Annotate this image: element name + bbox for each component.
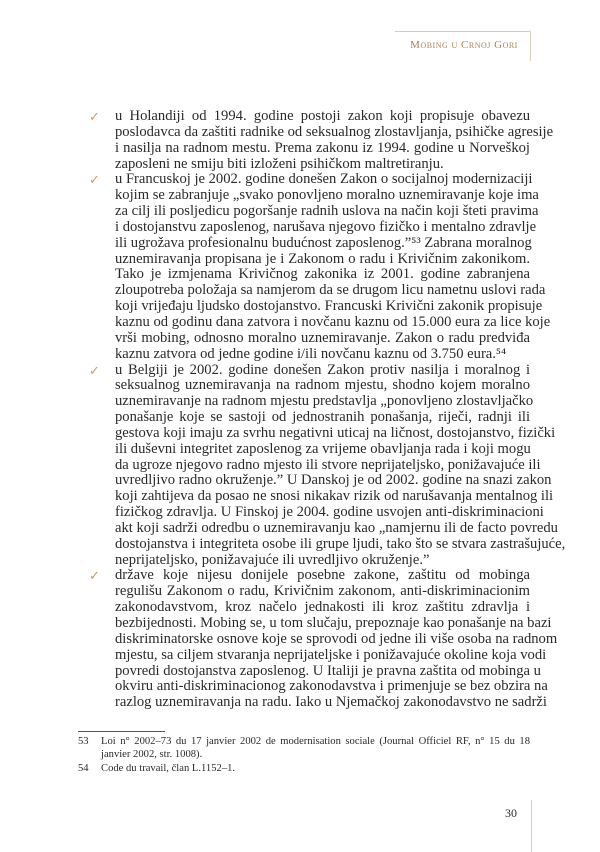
bullet-item [89, 361, 566, 569]
text-line: gestova koji imaju za svrhu negativni uticaj na ličnost, dostojanstvo, fizički [115, 424, 556, 441]
text-line: fizičkog zdravlja. U Finskoj je 2004. godine usvojen anti-diskriminacioni [115, 504, 544, 521]
text-line: i dostojanstvu zaposlenog, narušava njegovo fizičko i mentalno zdravlje [115, 218, 537, 235]
text-line: okviru anti-diskriminacionog zakonodavstva i primenjuje se bez obzira na [115, 678, 548, 695]
text-line: uvredljivo radno okruženje.” U Danskoj je od 2002. godine na snazi zakon [115, 472, 552, 489]
footnote [78, 762, 530, 775]
text-line: ili duševni integritet zaposlenog za vrijeme obavljanja rada i koji mogu [115, 440, 531, 457]
footnote-number: 53 [78, 736, 89, 747]
text-line: kojim se zabranjuje „svako ponovljeno moralno uznemiravanje koje ima [115, 187, 539, 204]
text-line: bezbijednosti. Mobing se, u tom slučaju, prepoznaje kao ponašanje na bazi [115, 615, 552, 631]
text-line: uznemiravanje na radnom mjestu predstavlja „ponovljeno zlostavljačko [115, 393, 534, 410]
text-line: u Francuskoj je 2002. godine donešen Zakon o socijalnoj modernizaciji [115, 171, 533, 188]
text-line: neprijateljsko, ponižavajuće ili uvredljivo okruženje.” [115, 551, 430, 568]
text-line: i nasilja na radnom mestu. Prema zakonu iz 1994. godine u Norveškoj [115, 139, 530, 156]
text-line: mjestu, sa ciljem stvaranja neprijateljske i ponižavajuće okoline koja vodi [115, 646, 547, 663]
page-number-rule [531, 800, 532, 852]
footnote-text: Code du travail, član L.1152–1. [101, 763, 236, 774]
text-line: zakonodavstvom, kroz načelo jednakosti ili kroz zaštitu zdravlja i [115, 599, 530, 616]
running-title: Mobing u Crnoj Gori [410, 39, 518, 51]
checkmark-icon: ✓ [89, 568, 100, 584]
footnotes [78, 735, 530, 776]
header-rule [395, 31, 531, 32]
text-line: povredi dostojanstva zaposlenog. U Italiji je pravna zaštita od mobinga u [115, 662, 541, 679]
footnote [78, 735, 530, 761]
text-line: da ugroze njegovo radno mjesto ili stvore neprijateljsko, ponižavajuće ili [115, 456, 541, 473]
text-line: države koje nijesu donijele posebne zakone, zaštitu od mobinga [115, 567, 530, 584]
text-line: u Holandiji od 1994. godine postoji zakon koji propisuje obavezu [115, 108, 530, 124]
checkmark-icon: ✓ [89, 172, 100, 188]
text-line: u Belgiji je 2002. godine donešen Zakon protiv nasilja i moralnog i [115, 361, 530, 378]
text-line: za cilj ili posljedicu pogoršanje radnih uslova na način koji šteti pravima [115, 203, 539, 220]
text-line: zloupotreba položaja sa namjerom da se drugom licu nametnu uslovi rada [115, 282, 546, 299]
text-line: razlog uznemiravanja na radu. Iako u Njemačkoj zakonodavstvo ne sadrži [115, 694, 547, 711]
text-line: poslodavca da zaštiti radnike od seksualnog zlostavljanja, psihičke agresije [115, 123, 554, 140]
footnote-text: Loi n° 2002–73 du 17 janvier 2002 de modernisation sociale (Journal Officiel RF, n° 15 du 18 janvier 2002, str. 1008). [101, 736, 530, 760]
text-line: regulišu Zakonom o radu, Krivičnim zakonom, anti-diskriminacionim [115, 583, 530, 600]
text-line: koji zahtijeva da posao ne snosi nikakav rizik od narušavanja mentalnog ili [115, 488, 554, 505]
bullet-item [89, 108, 554, 172]
footnote-separator [78, 731, 165, 732]
checkmark-icon: ✓ [89, 109, 100, 124]
text-line: kaznu od godinu dana zatvora i novčanu kaznu od 15.000 eura za lice koje [115, 313, 551, 330]
text-line: diskriminatorske osnove koje se sprovodi od jedne ili više osoba na radnom [115, 630, 558, 647]
footnote-number: 54 [78, 763, 89, 774]
text-line: Tako je izmjenama Krivičnog zakonika iz 2001. godine zabranjena [115, 266, 530, 283]
text-line: vrši mobing, odnosno moralno uznemiravanje. Zakon o radu predviđa [115, 329, 530, 346]
text-line: koji vrijeđaju ljudsko dostojanstvo. Francuski Krivični zakonik propisuje [115, 298, 543, 315]
text-line: akt koji sadrži odredbu o uznemiravanju kao „namjernu ili de facto povredu [115, 519, 558, 536]
text-line: ili ugrožava profesionalnu budućnost zaposlenog.”⁵³ Zabrana moralnog [115, 234, 532, 251]
page-number: 30 [505, 806, 517, 820]
text-line: dostojanstva i integriteta osobe ili grupe ljudi, tako što se stvara zastrašujuće, [115, 535, 566, 552]
checkmark-icon: ✓ [89, 362, 100, 378]
text-line: kaznu zatvora od jedne godine i/ili novčanu kaznu od 3.750 eura.⁵⁴ [115, 345, 507, 362]
text-line: zaposleni ne smiju biti izloženi psihičkom maltretiranju. [115, 155, 444, 172]
text-line: uznemiravanja propisana je i Zakonom o radu i Krivičnim zakonikom. [115, 250, 530, 267]
bullet-item [89, 567, 558, 711]
body-text [89, 108, 566, 711]
text-line: seksualnog uznemiravanja na radnom mjestu, shodno kojem moralno [115, 377, 530, 394]
bullet-item [89, 171, 551, 362]
header-vertical-rule [530, 31, 531, 61]
text-line: ponašanje koje se sastoji od jednostranih ponašanja, riječi, radnji ili [115, 409, 530, 426]
